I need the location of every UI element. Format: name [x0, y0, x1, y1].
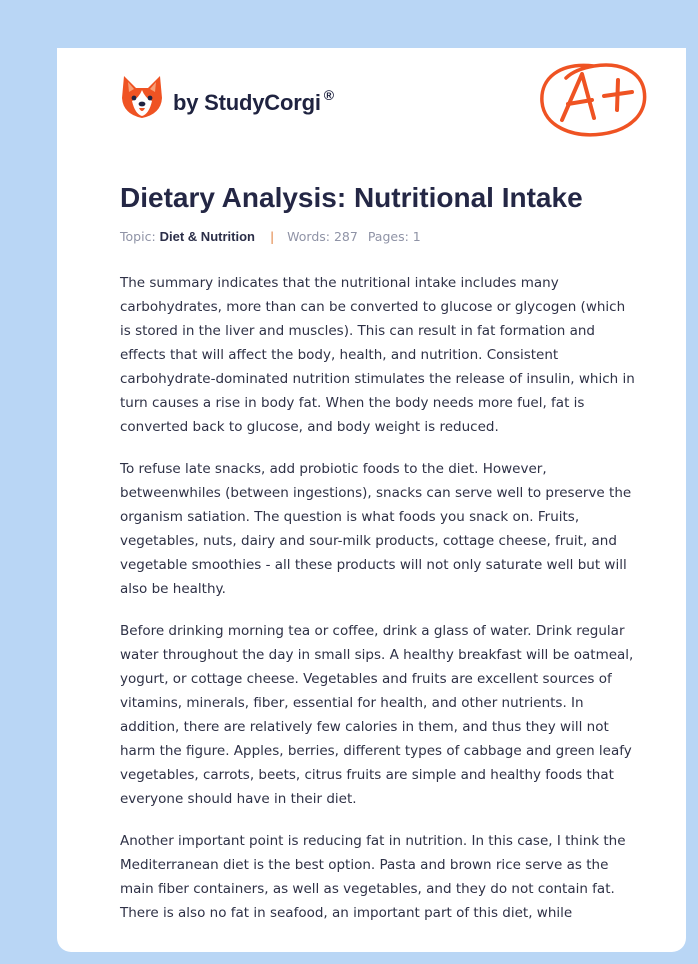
paragraph: Another important point is reducing fat in nutrition. In this case, I think the Mediterranean diet is the best option. Pasta and brown rice serve as the main fiber containers, as well as vegetables, and they do not contain fat. There is also no fat in seafood, an important part of this diet, while [120, 833, 626, 921]
studycorgi-logo[interactable] [121, 74, 334, 120]
topic-link[interactable]: Diet & Nutrition [159, 229, 255, 244]
corgi-icon [121, 74, 163, 120]
topic-label: Topic: [120, 229, 156, 244]
word-count: Words: 287 [287, 229, 358, 244]
a-plus-grade-badge [538, 58, 650, 146]
document-body [120, 271, 638, 943]
paragraph: To refuse late snacks, add probiotic foods to the diet. However, betweenwhiles (between ingestions), snacks can serve well to preserve the organism satiation. The question is what foods you snack on. Fruits, vegetables, nuts, dairy and sour-milk products, cottage cheese, fruit, and vegetable smoothies - all these products will not only saturate well but will also be healthy. [120, 461, 632, 597]
document-page [57, 48, 686, 952]
brand-name: by StudyCorgi ® [173, 86, 334, 115]
paragraph: The summary indicates that the nutritional intake includes many carbohydrates, more than can be converted to glucose or glycogen (which is stored in the liver and muscles). This can result in fat formation and effects that will affect the body, health, and nutrition. Consistent carbohydrate-dominated nutrition stimulates the release of insulin, which in turn causes a rise in body fat. When the body needs more fuel, fat is converted back to glucose, and body weight is reduced. [120, 275, 635, 435]
paragraph: Before drinking morning tea or coffee, drink a glass of water. Drink regular water throughout the day in small sips. A healthy breakfast will be oatmeal, yogurt, or cottage cheese. Vegetables and fruits are excellent sources of vitamins, minerals, fiber, essential for health, and other nutrients. In addition, there are relatively few calories in them, and thus they will not harm the figure. Apples, berries, different types of cabbage and green leafy vegetables, carrots, beets, citrus fruits are simple and healthy foods that everyone should have in their diet. [120, 623, 634, 807]
meta-separator: | [269, 229, 275, 244]
trademark-symbol: ® [323, 86, 334, 103]
document-meta [120, 229, 421, 244]
a-plus-icon [538, 58, 650, 142]
header [57, 48, 686, 168]
page-title: Dietary Analysis: Nutritional Intake [120, 182, 583, 213]
page-count: Pages: 1 [367, 229, 421, 244]
